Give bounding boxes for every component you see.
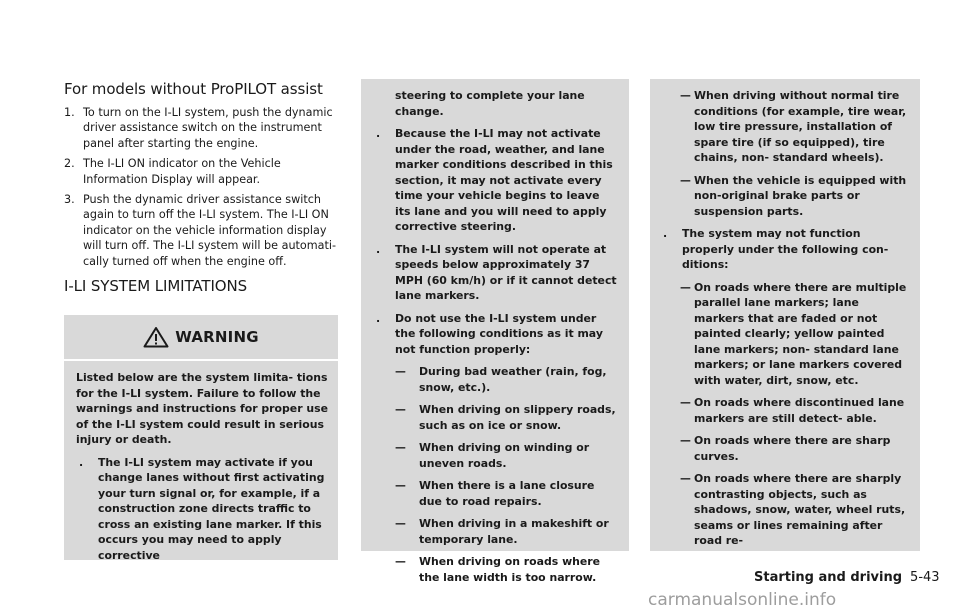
dash-text: When driving in a makeshift or temporary lane. bbox=[419, 517, 609, 546]
dash-item bbox=[660, 280, 910, 389]
steps-list bbox=[64, 105, 338, 269]
dash-marker: — bbox=[395, 365, 406, 378]
bullet-item bbox=[373, 242, 617, 304]
step-number: 2. bbox=[64, 157, 75, 171]
dash-marker: — bbox=[395, 479, 406, 492]
dash-marker: — bbox=[680, 280, 691, 294]
warning-intro: Listed below are the system limita- tions for the I-LI system. Failure to follow the warnings and instructions for proper use of the I-LI system could result in serious injury or death. bbox=[76, 371, 328, 446]
warning-header bbox=[64, 315, 338, 359]
step-text: Push the dynamic driver assistance switch again to turn off the I-LI system. The I-LI ON indicator on the vehicle information display will turn off. The I-LI system will be automati- cally turned off when the engine off. bbox=[83, 193, 337, 268]
section-title: I-LI SYSTEM LIMITATIONS bbox=[64, 277, 248, 296]
dash-text: When the vehicle is equipped with non-original brake parts or suspension parts. bbox=[694, 173, 907, 218]
bullet-text: The system may not function properly under the following con- ditions: bbox=[682, 227, 889, 271]
dash-marker: — bbox=[395, 517, 406, 530]
watermark: carmanualsonline.info bbox=[648, 590, 837, 610]
dash-text: On roads where there are sharply contrasting objects, such as shadows, snow, water, wheel ruts, seams or lines remaining after road re- bbox=[694, 472, 906, 547]
warning-triangle-icon bbox=[143, 326, 169, 348]
dash-marker: — bbox=[680, 173, 691, 187]
footer-section-title: Starting and driving bbox=[754, 570, 903, 585]
page-number: 5-43 bbox=[910, 570, 940, 585]
dash-marker: — bbox=[395, 403, 406, 416]
dash-marker: — bbox=[680, 89, 691, 102]
bullet-item bbox=[76, 455, 328, 564]
bullet-text: Do not use the I-LI system under the following conditions as it may not function properly: bbox=[395, 311, 603, 356]
right-column bbox=[650, 79, 920, 551]
bullet-item bbox=[660, 226, 910, 273]
step-item bbox=[64, 156, 338, 187]
dash-item bbox=[660, 88, 910, 166]
right-column-content bbox=[650, 79, 920, 549]
dash-item bbox=[395, 516, 617, 547]
bullet-item bbox=[373, 311, 617, 586]
warning-title: WARNING bbox=[175, 328, 259, 346]
warning-box bbox=[64, 315, 338, 560]
dash-item bbox=[660, 173, 910, 220]
bullet-marker: . bbox=[376, 311, 381, 325]
step-item bbox=[64, 192, 338, 269]
dash-text: When driving on slippery roads, such as on ice or snow. bbox=[419, 403, 616, 432]
continued-text: steering to complete your lane change. bbox=[395, 89, 585, 118]
dash-item bbox=[660, 433, 910, 464]
bullet-text: The I-LI system may activate if you change lanes without first activating your turn signal or, for example, if a construction zone directs traffic to cross an existing lane marker. If this occurs you may need to apply corrective bbox=[98, 455, 325, 562]
dash-text: When there is a lane closure due to road repairs. bbox=[419, 479, 595, 508]
dash-marker: — bbox=[395, 441, 406, 454]
bullet-text: The I-LI system will not operate at speeds below approximately 37 MPH (60 km/h) or if it cannot detect lane markers. bbox=[395, 242, 617, 302]
dash-item bbox=[660, 471, 910, 549]
bullet-marker: . bbox=[376, 242, 381, 256]
dash-text: When driving without normal tire conditions (for example, tire wear, low tire pressure, installation of spare tire (if so equipped), tire chains, non- standard wheels). bbox=[694, 89, 907, 164]
left-column bbox=[64, 80, 338, 305]
warning-body bbox=[64, 361, 338, 563]
dash-item bbox=[660, 395, 910, 426]
page-footer bbox=[754, 570, 940, 585]
dash-text: When driving on winding or uneven roads. bbox=[419, 441, 590, 470]
step-item bbox=[64, 105, 338, 151]
bullet-marker: . bbox=[79, 455, 84, 469]
dash-item bbox=[395, 440, 617, 471]
bullet-text: Because the I-LI may not activate under the road, weather, and lane marker conditions described in this section, it may not activate every time your vehicle begins to leave its lane and you will need to apply corrective steering. bbox=[395, 127, 613, 233]
dash-marker: — bbox=[680, 472, 691, 485]
dash-text: On roads where discontinued lane markers are still detect- able. bbox=[694, 396, 905, 425]
bullet-item bbox=[373, 126, 617, 235]
step-text: To turn on the I-LI system, push the dynamic driver assistance switch on the instrument panel after starting the engine. bbox=[83, 106, 333, 150]
dash-marker: — bbox=[395, 555, 406, 568]
subheading: For models without ProPILOT assist bbox=[64, 80, 323, 98]
dash-text: During bad weather (rain, fog, snow, etc.). bbox=[419, 365, 607, 394]
step-number: 1. bbox=[64, 106, 75, 119]
bullet-marker: . bbox=[376, 127, 381, 140]
dash-text: When driving on roads where the lane width is too narrow. bbox=[419, 555, 601, 584]
dash-item bbox=[395, 554, 617, 585]
middle-column-content bbox=[361, 79, 629, 585]
step-text: The I-LI ON indicator on the Vehicle Information Display will appear. bbox=[83, 157, 281, 186]
middle-column bbox=[361, 79, 629, 584]
dash-marker: — bbox=[680, 434, 691, 447]
dash-list bbox=[395, 364, 617, 585]
step-number: 3. bbox=[64, 193, 75, 207]
dash-item bbox=[395, 402, 617, 433]
dash-item bbox=[395, 478, 617, 509]
dash-marker: — bbox=[680, 396, 691, 409]
dash-item bbox=[395, 364, 617, 395]
bullet-marker: . bbox=[663, 227, 668, 240]
dash-text: On roads where there are sharp curves. bbox=[694, 434, 891, 463]
dash-text: On roads where there are multiple parallel lane markers; lane markers that are faded or not painted clearly; yellow painted lane markers; non- standard lane markers; or lane markers covered with water, dirt, snow, etc. bbox=[694, 280, 907, 387]
